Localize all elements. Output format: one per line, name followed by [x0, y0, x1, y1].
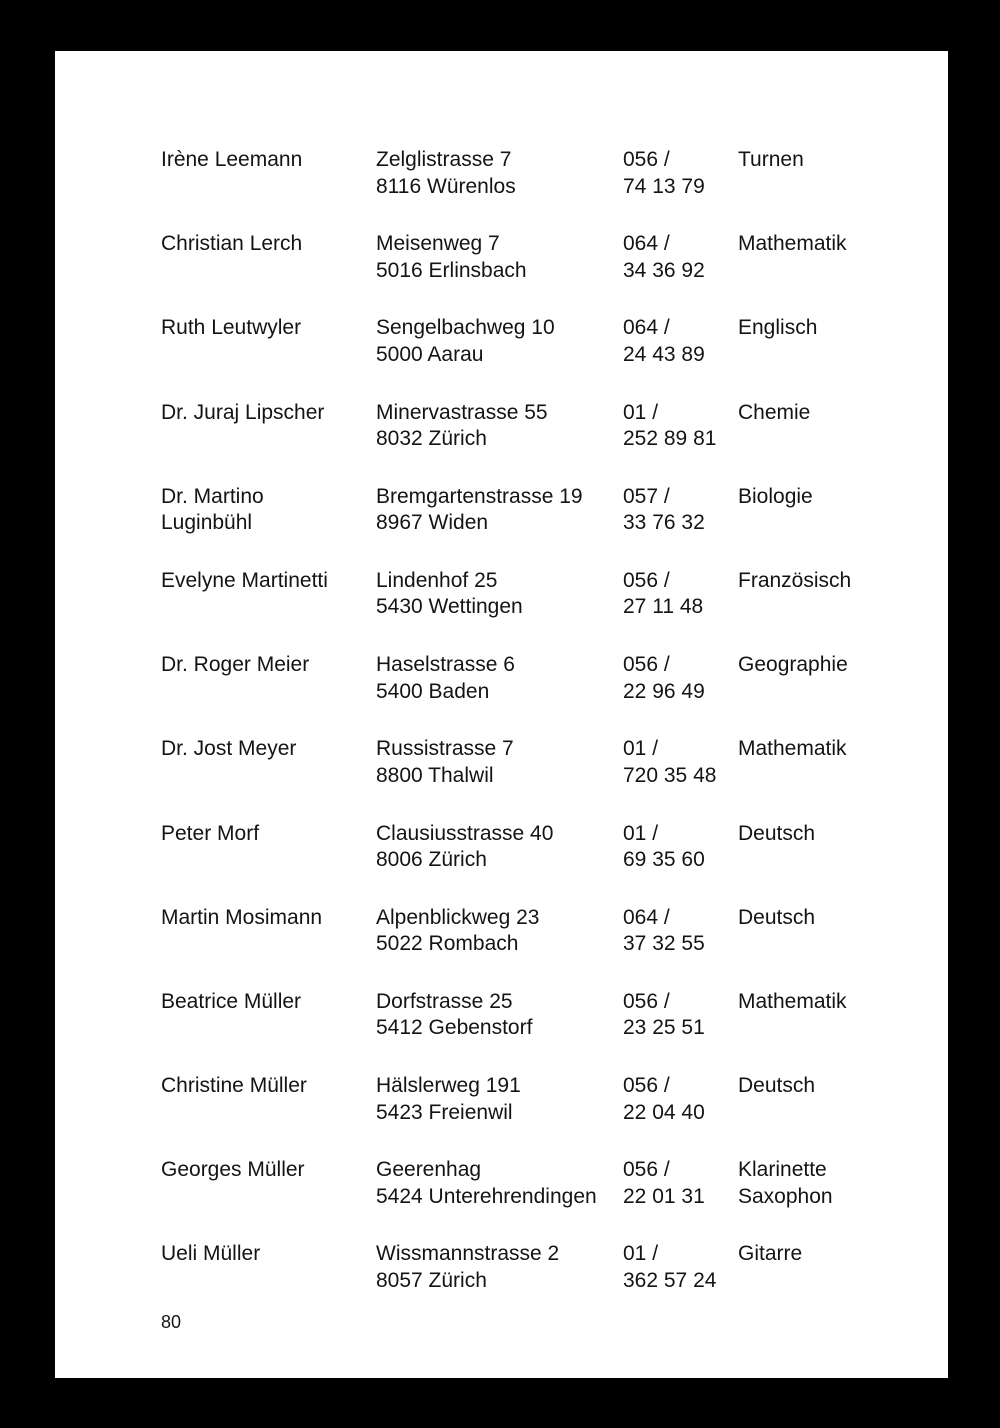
entry-phone-line: 056 /	[623, 148, 670, 171]
entry-phone-line: 33 76 32	[623, 511, 705, 535]
entry-address-line: 5400 Baden	[376, 679, 490, 703]
entry-address-line: Clausiusstrasse 40	[376, 821, 554, 845]
entry-subject-line: Turnen	[738, 148, 804, 171]
entry-address	[376, 147, 516, 200]
entry-address-line: 8116 Würenlos	[376, 174, 516, 198]
entry-phone-line: 74 13 79	[623, 174, 705, 198]
entry-phone-line: 23 25 51	[623, 1016, 705, 1040]
entry-phone-line: 22 96 49	[623, 679, 705, 703]
directory-list	[161, 147, 921, 1326]
entry-subject	[738, 231, 847, 258]
entry-address	[376, 1073, 521, 1126]
entry-phone-line: 01 /	[623, 400, 659, 424]
entry-name-line: Dr. Roger Meier	[161, 653, 310, 677]
entry-subject	[738, 905, 815, 932]
entry-phone	[623, 989, 705, 1042]
entry-subject-line: Deutsch	[738, 1074, 816, 1098]
directory-entry	[161, 147, 921, 231]
entry-phone	[623, 400, 716, 453]
entry-name	[161, 400, 324, 427]
entry-address	[376, 484, 583, 537]
directory-entry	[161, 736, 921, 820]
entry-address	[376, 568, 523, 621]
directory-entry	[161, 1157, 921, 1241]
entry-phone	[623, 315, 705, 368]
entry-name	[161, 1073, 307, 1100]
entry-subject-line: Mathematik	[738, 232, 847, 256]
directory-entry	[161, 568, 921, 652]
entry-subject	[738, 400, 810, 427]
entry-subject	[738, 1073, 815, 1100]
entry-subject-line: Geographie	[738, 653, 848, 677]
entry-name-line: Evelyne Martinetti	[161, 568, 328, 592]
entry-address-line: 8006 Zürich	[376, 848, 487, 871]
entry-subject	[738, 1241, 802, 1268]
entry-subject-line: Saxophon	[738, 1184, 833, 1208]
entry-subject	[738, 1157, 833, 1210]
entry-name	[161, 568, 328, 595]
entry-name	[161, 1157, 305, 1184]
entry-subject-line: Klarinette	[738, 1158, 827, 1182]
entry-address-line: 5423 Freienwil	[376, 1100, 513, 1124]
entry-subject	[738, 315, 817, 342]
entry-phone-line: 22 04 40	[623, 1100, 705, 1124]
entry-name	[161, 736, 296, 763]
entry-phone-line: 22 01 31	[623, 1184, 705, 1208]
entry-address-line: 8800 Thalwil	[376, 763, 494, 787]
entry-address-line: Alpenblickweg 23	[376, 905, 540, 929]
entry-name-line: Dr. Jost Meyer	[161, 737, 297, 761]
entry-subject-line: Deutsch	[738, 905, 816, 929]
entry-address-line: Hälslerweg 191	[376, 1074, 521, 1098]
directory-entry	[161, 400, 921, 484]
entry-phone-line: 34 36 92	[623, 258, 705, 282]
entry-address-line: Dorfstrasse 25	[376, 989, 513, 1013]
entry-address	[376, 736, 514, 789]
entry-address-line: 8032 Zürich	[376, 427, 487, 451]
entry-name	[161, 147, 302, 174]
entry-phone-line: 056 /	[623, 568, 670, 592]
entry-name	[161, 315, 301, 342]
entry-phone	[623, 147, 705, 200]
entry-phone-line: 27 11 48	[623, 595, 704, 619]
entry-phone-line: 064 /	[623, 232, 670, 256]
entry-phone	[623, 231, 705, 284]
entry-subject-line: Französisch	[738, 568, 852, 592]
entry-address	[376, 1157, 597, 1210]
document-page	[55, 51, 948, 1378]
entry-address-line: Zelglistrasse 7	[376, 148, 512, 171]
entry-name	[161, 989, 301, 1016]
entry-subject	[738, 568, 851, 595]
entry-phone	[623, 484, 705, 537]
entry-subject	[738, 821, 815, 848]
entry-phone-line: 720 35 48	[623, 763, 717, 787]
entry-name	[161, 652, 309, 679]
page-number: 80	[161, 1312, 182, 1332]
entry-phone-line: 056 /	[623, 1158, 670, 1182]
entry-address	[376, 905, 539, 958]
entry-subject-line: Mathematik	[738, 737, 847, 761]
entry-address-line: Bremgartenstrasse 19	[376, 484, 583, 508]
entry-address	[376, 821, 553, 874]
entry-address-line: Minervastrasse 55	[376, 400, 548, 424]
entry-phone-line: 064 /	[623, 905, 670, 929]
entry-address-line: 5000 Aarau	[376, 342, 484, 366]
entry-address-line: 5430 Wettingen	[376, 595, 523, 619]
entry-subject-line: Chemie	[738, 400, 811, 424]
entry-subject	[738, 736, 847, 763]
entry-phone	[623, 652, 705, 705]
entry-name	[161, 231, 302, 258]
entry-subject	[738, 652, 848, 679]
entry-phone-line: 064 /	[623, 316, 670, 340]
entry-address-line: 5022 Rombach	[376, 932, 519, 956]
entry-subject-line: Biologie	[738, 484, 813, 508]
entry-phone-line: 252 89 81	[623, 427, 717, 451]
entry-address-line: 8967 Widen	[376, 511, 489, 535]
entry-name	[161, 821, 259, 848]
entry-address-line: 8057 Zürich	[376, 1268, 487, 1292]
entry-subject	[738, 147, 804, 174]
entry-address-line: Meisenweg 7	[376, 232, 500, 256]
entry-name-line: Christine Müller	[161, 1074, 307, 1098]
entry-name-line: Luginbühl	[161, 511, 253, 535]
entry-name	[161, 484, 264, 537]
entry-phone-line: 056 /	[623, 1074, 670, 1098]
directory-entry	[161, 315, 921, 399]
entry-phone-line: 01 /	[623, 737, 659, 761]
entry-address-line: Lindenhof 25	[376, 568, 498, 592]
entry-address	[376, 1241, 559, 1294]
entry-phone	[623, 736, 716, 789]
entry-address-line: 5412 Gebenstorf	[376, 1016, 533, 1040]
entry-phone-line: 01 /	[623, 1242, 659, 1266]
entry-subject-line: Deutsch	[738, 821, 816, 845]
directory-entry	[161, 989, 921, 1073]
entry-phone-line: 24 43 89	[623, 342, 705, 366]
entry-phone-line: 01 /	[623, 821, 659, 845]
entry-subject-line: Mathematik	[738, 989, 847, 1013]
directory-entry	[161, 652, 921, 736]
entry-phone	[623, 905, 705, 958]
entry-address-line: Geerenhag	[376, 1158, 482, 1182]
entry-address-line: Wissmannstrasse 2	[376, 1242, 560, 1266]
entry-name-line: Irène Leemann	[161, 148, 303, 171]
entry-subject-line: Englisch	[738, 316, 818, 340]
entry-phone-line: 057 /	[623, 484, 670, 508]
directory-entry	[161, 231, 921, 315]
entry-address	[376, 315, 555, 368]
entry-address-line: 5016 Erlinsbach	[376, 258, 527, 282]
directory-entry	[161, 484, 921, 568]
entry-name-line: Georges Müller	[161, 1158, 305, 1182]
entry-name	[161, 1241, 260, 1268]
entry-name-line: Christian Lerch	[161, 232, 303, 256]
entry-name-line: Ueli Müller	[161, 1242, 261, 1266]
directory-entry	[161, 1073, 921, 1157]
entry-phone-line: 362 57 24	[623, 1268, 717, 1292]
directory-entry	[161, 821, 921, 905]
entry-name-line: Martin Mosimann	[161, 905, 323, 929]
entry-phone	[623, 568, 703, 621]
entry-phone-line: 056 /	[623, 653, 670, 677]
entry-name-line: Ruth Leutwyler	[161, 316, 302, 340]
entry-name-line: Beatrice Müller	[161, 989, 302, 1013]
entry-address-line: Russistrasse 7	[376, 737, 514, 761]
entry-phone	[623, 1157, 705, 1210]
entry-phone	[623, 821, 705, 874]
entry-name-line: Dr. Juraj Lipscher	[161, 400, 325, 424]
entry-address-line: Haselstrasse 6	[376, 653, 515, 677]
entry-subject-line: Gitarre	[738, 1242, 803, 1266]
entry-subject	[738, 989, 847, 1016]
entry-address	[376, 231, 527, 284]
entry-address	[376, 989, 532, 1042]
entry-phone	[623, 1073, 705, 1126]
entry-name	[161, 905, 322, 932]
entry-address	[376, 652, 515, 705]
directory-entry	[161, 1241, 921, 1325]
entry-phone-line: 056 /	[623, 989, 670, 1013]
entry-phone-line: 69 35 60	[623, 848, 705, 871]
directory-entry	[161, 905, 921, 989]
entry-address	[376, 400, 548, 453]
entry-name-line: Peter Morf	[161, 821, 260, 845]
entry-phone-line: 37 32 55	[623, 932, 705, 956]
entry-phone	[623, 1241, 716, 1294]
entry-subject	[738, 484, 813, 511]
entry-address-line: Sengelbachweg 10	[376, 316, 555, 340]
entry-name-line: Dr. Martino	[161, 484, 264, 508]
entry-address-line: 5424 Unterehrendingen	[376, 1184, 597, 1208]
